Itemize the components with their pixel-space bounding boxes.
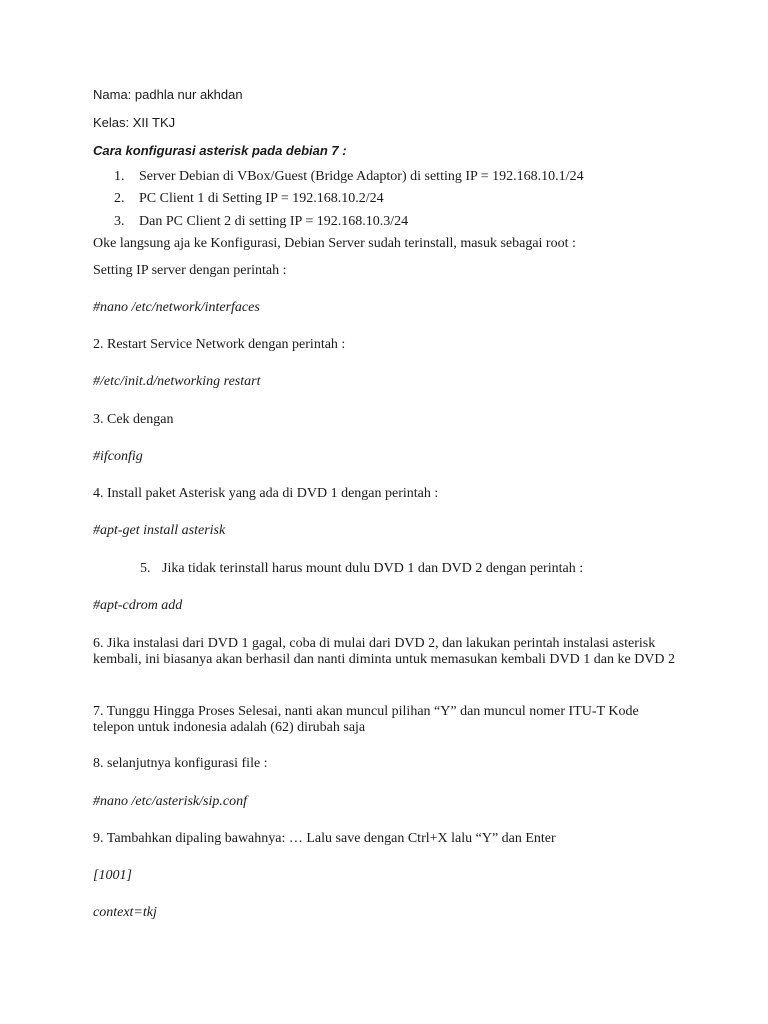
config-section: [1001] bbox=[93, 868, 132, 883]
list-item-text: Dan PC Client 2 di setting IP = 192.168.10.3/24 bbox=[139, 214, 409, 229]
list-item-text: PC Client 1 di Setting IP = 192.168.10.2/24 bbox=[139, 191, 384, 206]
step-6: 6. Jika instalasi dari DVD 1 gagal, coba di mulai dari DVD 2, dan lakukan perintah instalasi asterisk kembali, ini biasanya akan berhasil dan nanti diminta untuk memasukan kembali DVD 1 dan ke DVD 2 bbox=[93, 636, 676, 667]
step-2: 2. Restart Service Network dengan perintah : bbox=[93, 337, 346, 352]
list-item-number: 3. bbox=[114, 214, 125, 229]
list-item bbox=[114, 214, 408, 230]
step-5-number: 5. bbox=[140, 561, 151, 576]
list-item-text: Server Debian di VBox/Guest (Bridge Adaptor) di setting IP = 192.168.10.1/24 bbox=[139, 169, 584, 184]
intro-text: Oke langsung aja ke Konfigurasi, Debian Server sudah terinstall, masuk sebagai root : bbox=[93, 236, 576, 251]
document-title: Cara konfigurasi asterisk pada debian 7 : bbox=[93, 143, 347, 158]
list-item-number: 2. bbox=[114, 191, 125, 206]
step-8: 8. selanjutnya konfigurasi file : bbox=[93, 756, 268, 771]
step-5-text: Jika tidak terinstall harus mount dulu DVD 1 dan DVD 2 dengan perintah : bbox=[162, 561, 584, 576]
command-apt-cdrom: #apt-cdrom add bbox=[93, 598, 183, 613]
step-3: 3. Cek dengan bbox=[93, 412, 174, 427]
step-4: 4. Install paket Asterisk yang ada di DVD 1 dengan perintah : bbox=[93, 486, 439, 501]
step-setting-ip: Setting IP server dengan perintah : bbox=[93, 263, 287, 278]
list-item bbox=[114, 169, 584, 185]
command-restart-network: #/etc/init.d/networking restart bbox=[93, 374, 261, 389]
list-item-number: 1. bbox=[114, 169, 125, 184]
command-nano-sip-conf: #nano /etc/asterisk/sip.conf bbox=[93, 794, 247, 809]
step-7: 7. Tunggu Hingga Proses Selesai, nanti akan muncul pilihan “Y” dan muncul nomer ITU-T Kode telepon untuk indonesia adalah (62) dirubah saja bbox=[93, 704, 639, 735]
config-context: context=tkj bbox=[93, 905, 157, 920]
command-nano-interfaces: #nano /etc/network/interfaces bbox=[93, 300, 260, 315]
list-item bbox=[114, 191, 384, 207]
step-9: 9. Tambahkan dipaling bawahnya: … Lalu save dengan Ctrl+X lalu “Y” dan Enter bbox=[93, 831, 556, 846]
student-name: Nama: padhla nur akhdan bbox=[93, 87, 243, 102]
command-apt-get-install: #apt-get install asterisk bbox=[93, 523, 226, 538]
student-class: Kelas: XII TKJ bbox=[93, 115, 176, 130]
step-5 bbox=[140, 561, 583, 577]
command-ifconfig: #ifconfig bbox=[93, 449, 143, 464]
